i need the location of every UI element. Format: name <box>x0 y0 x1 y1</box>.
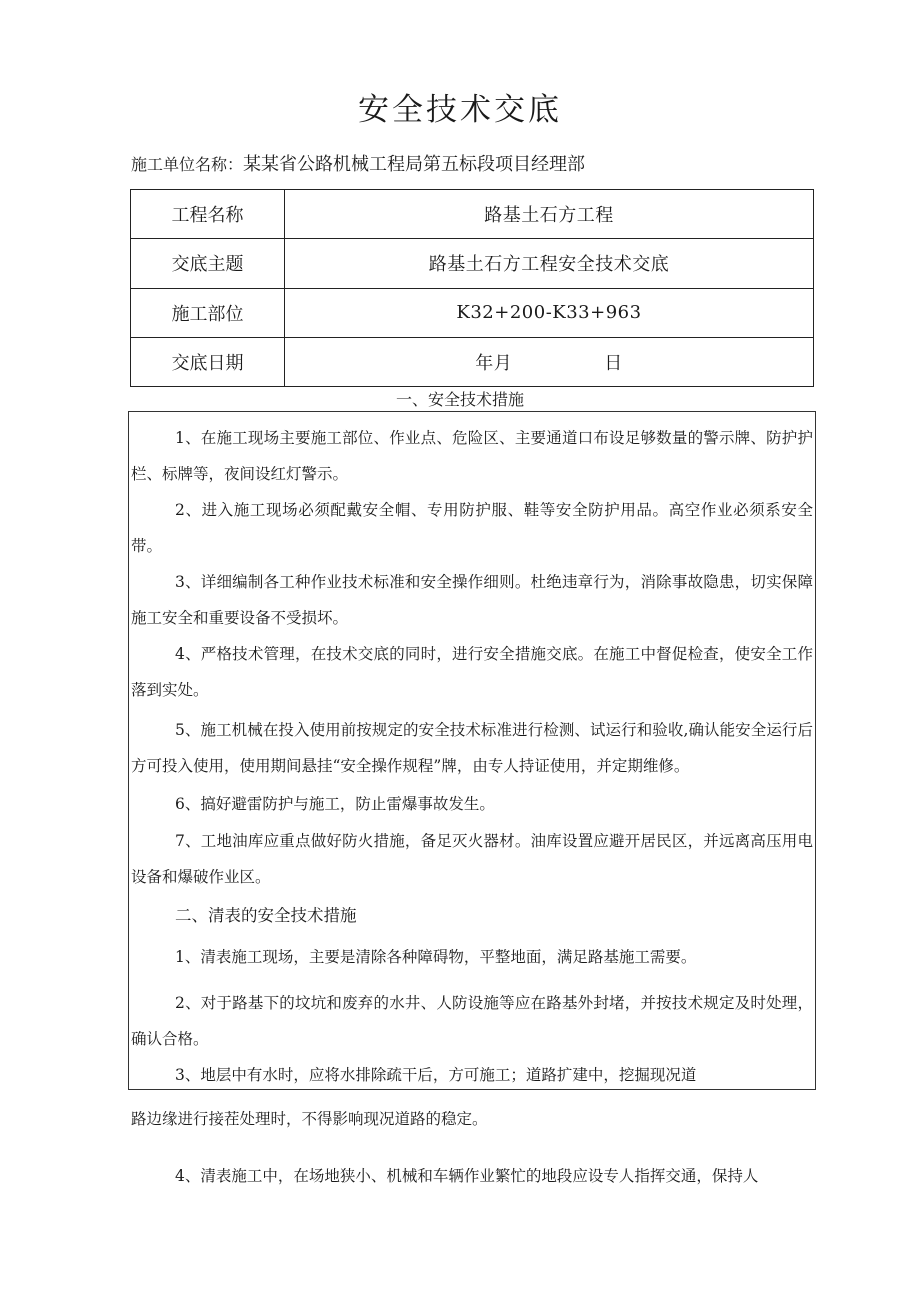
table-row <box>131 190 814 239</box>
date-day: 日 <box>604 352 623 374</box>
briefing-topic-label: 交底主题 <box>131 239 285 288</box>
section2-item-1: 1、清表施工现场，主要是清除各种障碍物，平整地面，满足路基施工需要。 <box>175 948 697 966</box>
section2-item-3-continued: 路边缘进行接茬处理时，不得影响现况道路的稳定。 <box>131 1110 488 1128</box>
section1-heading: 一、安全技术措施 <box>395 390 524 409</box>
construction-unit-value: 某某省公路机械工程局第五标段项目经理部 <box>243 154 586 175</box>
section1-item-3: 3、详细编制各工种作业技术标准和安全操作细则。杜绝违章行为，消除事故隐患，切实保障施工安全和重要设备不受损坏。 <box>131 573 813 627</box>
section1-item-2: 2、进入施工现场必须配戴安全帽、专用防护服、鞋等安全防护用品。高空作业必须系安全带。 <box>131 501 813 555</box>
section1-item-4: 4、严格技术管理，在技术交底的同时，进行安全措施交底。在施工中督促检查，使安全工作落到实处。 <box>131 645 813 699</box>
section2-item-4: 4、清表施工中，在场地狭小、机械和车辆作业繁忙的地段应设专人指挥交通，保持人 <box>175 1167 759 1185</box>
section2-heading: 二、清表的安全技术措施 <box>175 906 357 925</box>
table-row <box>131 288 814 337</box>
table-row <box>131 337 814 386</box>
briefing-date-label: 交底日期 <box>131 337 285 386</box>
briefing-topic-value: 路基土石方工程安全技术交底 <box>285 239 814 288</box>
table-row <box>131 239 814 288</box>
project-name-label: 工程名称 <box>131 190 285 239</box>
section1-item-1: 1、在施工现场主要施工部位、作业点、危险区、主要通道口布设足够数量的警示牌、防护护栏、标牌等，夜间设红灯警示。 <box>131 429 813 483</box>
section1-item-6: 6、搞好避雷防护与施工，防止雷爆事故发生。 <box>175 795 495 813</box>
construction-location-value: K32+200-K33+963 <box>285 288 814 337</box>
date-year-month: 年月 <box>475 352 513 374</box>
construction-unit-line <box>131 152 831 178</box>
construction-location-label: 施工部位 <box>131 288 285 337</box>
construction-unit-label: 施工单位名称： <box>131 155 244 174</box>
section1-item-5: 5、施工机械在投入使用前按规定的安全技术标准进行检测、试运行和验收,确认能安全运行后方可投入使用，使用期间悬挂“安全操作规程”牌，由专人持证使用，并定期维修。 <box>131 721 813 775</box>
section2-item-3: 3、地层中有水时，应将水排除疏干后，方可施工；道路扩建中，挖掘现况道 <box>175 1066 697 1084</box>
section1-item-7: 7、工地油库应重点做好防火措施，备足灭火器材。油库设置应避开居民区，并远离高压用电设备和爆破作业区。 <box>131 832 813 886</box>
section2-item-2: 2、对于路基下的坟坑和废弃的水井、人防设施等应在路基外封堵，并按技术规定及时处理，确认合格。 <box>131 994 813 1048</box>
info-table <box>130 189 814 387</box>
document-title: 安全技术交底 <box>358 92 562 128</box>
briefing-date-value <box>285 337 814 386</box>
project-name-value: 路基土石方工程 <box>285 190 814 239</box>
